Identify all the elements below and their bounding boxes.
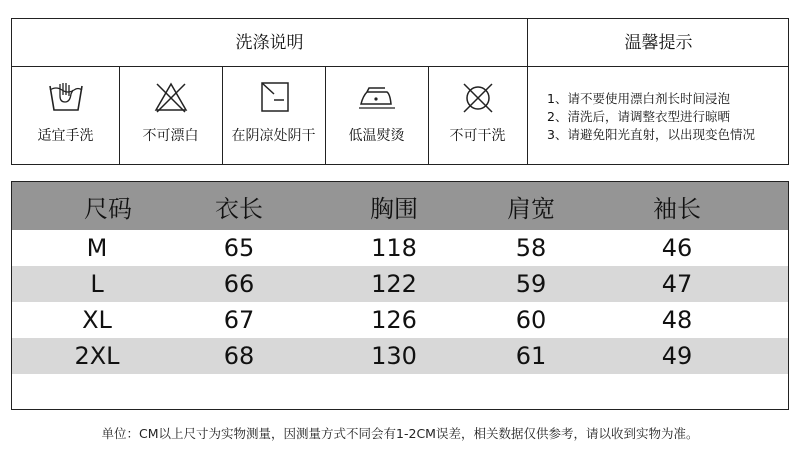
- table-cell: 61: [515, 342, 547, 370]
- table-row: [12, 230, 788, 266]
- care-item-low-iron: [325, 67, 428, 164]
- table-row: [12, 266, 788, 302]
- column-header: 尺码: [84, 194, 132, 223]
- table-cell: 60: [515, 306, 547, 334]
- care-label: 不可干洗: [449, 128, 506, 144]
- care-label: 适宜手洗: [37, 128, 94, 144]
- measurement-note: 单位：CM以上尺寸为实物测量，因测量方式不同会有1-2CM误差，相关数据仅供参考，请以收到实物为准。: [101, 426, 699, 441]
- care-item-no-bleach: [119, 67, 222, 164]
- care-label: 在阴凉处阴干: [231, 128, 316, 144]
- column-header: 衣长: [215, 194, 263, 223]
- hand-wash-icon: [46, 80, 86, 116]
- tip-item: 3、请避免阳光直射，以出现变色情况: [547, 127, 755, 142]
- table-cell: 48: [661, 306, 693, 334]
- tip-item: 1、请不要使用漂白剂长时间浸泡: [547, 91, 730, 106]
- column-header: 袖长: [653, 194, 701, 223]
- table-cell: M: [86, 234, 108, 262]
- table-cell: 47: [661, 270, 693, 298]
- table-row: [12, 302, 788, 338]
- care-item-shade-dry: [222, 67, 325, 164]
- table-cell: XL: [82, 306, 112, 334]
- table-cell: 2XL: [74, 342, 120, 370]
- care-item-hand-wash: [12, 67, 119, 164]
- table-cell: 58: [515, 234, 547, 262]
- table-cell: 118: [371, 234, 417, 262]
- shade-dry-icon: [254, 80, 294, 116]
- tip-item: 2、清洗后，请调整衣型进行晾晒: [547, 109, 730, 124]
- table-cell: 67: [223, 306, 255, 334]
- table-cell: 46: [661, 234, 693, 262]
- care-label: 低温熨烫: [348, 128, 405, 144]
- table-header-row: [12, 182, 788, 230]
- table-cell: 65: [223, 234, 255, 262]
- column-header: 胸围: [370, 194, 418, 223]
- table-cell: 59: [515, 270, 547, 298]
- care-item-no-dry-clean: [428, 67, 527, 164]
- table-cell: 49: [661, 342, 693, 370]
- table-cell: 122: [371, 270, 417, 298]
- no-bleach-icon: [151, 80, 191, 116]
- no-dry-clean-icon: [458, 80, 498, 116]
- table-cell: 130: [371, 342, 417, 370]
- care-instructions-box: [11, 18, 789, 165]
- table-row: [12, 338, 788, 374]
- table-cell: 66: [223, 270, 255, 298]
- low-iron-icon: [357, 80, 397, 116]
- tips-list: [539, 67, 789, 164]
- tips-title: 温馨提示: [624, 33, 693, 53]
- column-header: 肩宽: [507, 194, 555, 223]
- table-cell: 126: [371, 306, 417, 334]
- table-cell: 68: [223, 342, 255, 370]
- care-label: 不可漂白: [142, 128, 199, 144]
- washing-instructions-title: 洗涤说明: [235, 33, 304, 53]
- table-cell: L: [90, 270, 104, 298]
- size-table: [11, 181, 789, 410]
